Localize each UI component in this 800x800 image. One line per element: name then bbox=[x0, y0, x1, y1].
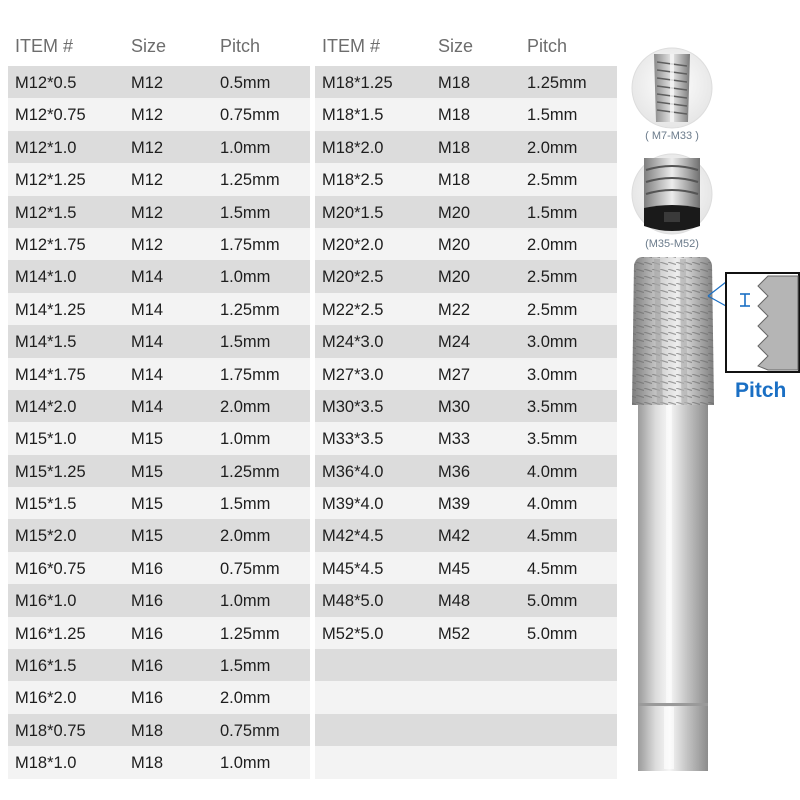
size-cell: M15 bbox=[131, 430, 164, 449]
table-row bbox=[315, 552, 617, 584]
item-cell: M30*3.5 bbox=[322, 397, 384, 416]
pitch-cell: 1.5mm bbox=[220, 333, 271, 352]
item-cell: M39*4.0 bbox=[322, 495, 384, 514]
pitch-cell: 2.5mm bbox=[527, 171, 578, 190]
item-cell: M18*2.0 bbox=[322, 138, 384, 157]
pitch-cell: 1.0mm bbox=[220, 592, 271, 611]
item-cell: M16*1.5 bbox=[15, 657, 77, 676]
table-row bbox=[8, 681, 310, 713]
table-row bbox=[315, 519, 617, 551]
item-cell: M18*1.25 bbox=[322, 74, 393, 92]
pitch-cell: 3.5mm bbox=[527, 397, 578, 416]
pitch-cell: 4.0mm bbox=[527, 462, 578, 481]
pitch-label: Pitch bbox=[735, 379, 787, 402]
size-cell: M42 bbox=[438, 527, 471, 546]
large-tap-thumbnail bbox=[630, 152, 714, 236]
pitch-cell: 2.0mm bbox=[527, 235, 578, 254]
pitch-callout bbox=[706, 270, 800, 376]
size-cell: M39 bbox=[438, 495, 471, 514]
size-cell: M15 bbox=[131, 527, 164, 546]
table-row bbox=[8, 358, 310, 390]
size-cell: M12 bbox=[131, 74, 164, 92]
table-row bbox=[315, 649, 617, 681]
size-cell: M18 bbox=[438, 171, 471, 190]
pitch-cell: 5.0mm bbox=[527, 592, 578, 611]
table-row bbox=[8, 617, 310, 649]
pitch-cell: 5.0mm bbox=[527, 624, 578, 643]
pitch-cell: 4.5mm bbox=[527, 527, 578, 546]
item-cell: M18*1.5 bbox=[322, 106, 384, 125]
size-cell: M12 bbox=[131, 203, 164, 222]
item-cell: M15*1.0 bbox=[15, 430, 77, 449]
spec-table-right bbox=[315, 66, 617, 779]
header-item-right: ITEM # bbox=[322, 36, 381, 56]
table-row bbox=[8, 66, 310, 98]
item-cell: M14*1.5 bbox=[15, 333, 77, 352]
table-row bbox=[8, 98, 310, 130]
pitch-cell: 1.25mm bbox=[220, 171, 280, 190]
item-cell: M12*0.5 bbox=[15, 74, 77, 92]
table-row bbox=[8, 746, 310, 778]
table-row bbox=[8, 584, 310, 616]
size-cell: M15 bbox=[131, 495, 164, 514]
pitch-cell: 1.0mm bbox=[220, 268, 271, 287]
size-cell: M14 bbox=[131, 268, 164, 287]
item-cell: M42*4.5 bbox=[322, 527, 384, 546]
pitch-cell: 2.0mm bbox=[220, 397, 271, 416]
table-row bbox=[8, 390, 310, 422]
item-cell: M15*1.25 bbox=[15, 462, 86, 481]
table-row bbox=[315, 455, 617, 487]
item-cell: M52*5.0 bbox=[322, 624, 384, 643]
pitch-cell: 4.5mm bbox=[527, 559, 578, 578]
pitch-cell: 1.5mm bbox=[220, 203, 271, 222]
size-cell: M52 bbox=[438, 624, 471, 643]
size-cell: M18 bbox=[438, 106, 471, 125]
pitch-cell: 0.75mm bbox=[220, 559, 280, 578]
item-cell: M20*2.0 bbox=[322, 235, 384, 254]
table-row bbox=[315, 325, 617, 357]
table-row bbox=[8, 714, 310, 746]
table-row bbox=[8, 487, 310, 519]
size-cell: M20 bbox=[438, 268, 471, 287]
item-cell: M24*3.0 bbox=[322, 333, 384, 352]
pitch-cell: 1.25mm bbox=[527, 74, 587, 92]
pitch-cell: 1.5mm bbox=[220, 657, 271, 676]
size-cell: M48 bbox=[438, 592, 471, 611]
table-row bbox=[315, 66, 617, 98]
size-cell: M16 bbox=[131, 624, 164, 643]
pitch-cell: 1.5mm bbox=[527, 203, 578, 222]
size-cell: M14 bbox=[131, 365, 164, 384]
header-size-right: Size bbox=[438, 36, 474, 56]
size-cell: M16 bbox=[131, 592, 164, 611]
pitch-cell: 2.0mm bbox=[220, 527, 271, 546]
table-row bbox=[315, 260, 617, 292]
size-cell: M14 bbox=[131, 300, 164, 319]
size-cell: M12 bbox=[131, 138, 164, 157]
header-item-left: ITEM # bbox=[15, 36, 74, 56]
table-row bbox=[315, 390, 617, 422]
pitch-cell: 4.0mm bbox=[527, 495, 578, 514]
item-cell: M12*1.0 bbox=[15, 138, 77, 157]
pitch-cell: 2.5mm bbox=[527, 268, 578, 287]
table-row bbox=[315, 98, 617, 130]
item-cell: M18*0.75 bbox=[15, 721, 86, 740]
pitch-cell: 1.5mm bbox=[220, 495, 271, 514]
pitch-cell: 1.75mm bbox=[220, 235, 280, 254]
table-row bbox=[315, 228, 617, 260]
size-cell: M18 bbox=[131, 754, 164, 773]
table-row bbox=[315, 584, 617, 616]
pitch-cell: 1.0mm bbox=[220, 430, 271, 449]
table-row bbox=[315, 163, 617, 195]
table-row bbox=[315, 293, 617, 325]
header-size-left: Size bbox=[131, 36, 167, 56]
small-tap-caption: ( M7-M33 ) bbox=[645, 130, 699, 142]
size-cell: M16 bbox=[131, 657, 164, 676]
size-cell: M12 bbox=[131, 171, 164, 190]
size-cell: M36 bbox=[438, 462, 471, 481]
pitch-cell: 3.0mm bbox=[527, 333, 578, 352]
size-cell: M12 bbox=[131, 106, 164, 125]
item-cell: M16*0.75 bbox=[15, 559, 86, 578]
header-pitch-left: Pitch bbox=[220, 36, 261, 56]
item-cell: M14*2.0 bbox=[15, 397, 77, 416]
pitch-cell: 1.75mm bbox=[220, 365, 280, 384]
pitch-cell: 3.5mm bbox=[527, 430, 578, 449]
pitch-cell: 1.0mm bbox=[220, 138, 271, 157]
item-cell: M15*2.0 bbox=[15, 527, 77, 546]
pitch-cell: 1.25mm bbox=[220, 624, 280, 643]
table-row bbox=[8, 325, 310, 357]
table-row bbox=[8, 163, 310, 195]
table-row bbox=[8, 552, 310, 584]
table-row bbox=[8, 228, 310, 260]
size-cell: M18 bbox=[131, 721, 164, 740]
item-cell: M14*1.0 bbox=[15, 268, 77, 287]
item-cell: M12*1.5 bbox=[15, 203, 77, 222]
item-cell: M33*3.5 bbox=[322, 430, 384, 449]
table-row bbox=[315, 422, 617, 454]
size-cell: M45 bbox=[438, 559, 471, 578]
size-cell: M14 bbox=[131, 333, 164, 352]
item-cell: M27*3.0 bbox=[322, 365, 384, 384]
item-cell: M14*1.75 bbox=[15, 365, 86, 384]
item-cell: M20*1.5 bbox=[322, 203, 384, 222]
header-pitch-right: Pitch bbox=[527, 36, 568, 56]
table-row bbox=[8, 293, 310, 325]
table-row bbox=[315, 487, 617, 519]
table-row bbox=[8, 519, 310, 551]
size-cell: M33 bbox=[438, 430, 471, 449]
size-cell: M20 bbox=[438, 203, 471, 222]
pitch-cell: 2.0mm bbox=[527, 138, 578, 157]
pitch-cell: 3.0mm bbox=[527, 365, 578, 384]
item-cell: M18*1.0 bbox=[15, 754, 77, 773]
item-cell: M22*2.5 bbox=[322, 300, 384, 319]
spec-table-left bbox=[8, 66, 310, 779]
size-cell: M15 bbox=[131, 462, 164, 481]
item-cell: M16*1.25 bbox=[15, 624, 86, 643]
table-row bbox=[8, 455, 310, 487]
table-row bbox=[8, 196, 310, 228]
pitch-cell: 0.75mm bbox=[220, 106, 280, 125]
table-row bbox=[315, 617, 617, 649]
size-cell: M14 bbox=[131, 397, 164, 416]
size-cell: M27 bbox=[438, 365, 471, 384]
pitch-cell: 0.5mm bbox=[220, 74, 271, 92]
size-cell: M12 bbox=[131, 235, 164, 254]
table-row bbox=[315, 358, 617, 390]
item-cell: M12*1.25 bbox=[15, 171, 86, 190]
item-cell: M14*1.25 bbox=[15, 300, 86, 319]
table-row bbox=[315, 131, 617, 163]
size-cell: M18 bbox=[438, 74, 471, 92]
table-row bbox=[315, 681, 617, 713]
table-row bbox=[315, 746, 617, 778]
small-tap-thumbnail bbox=[630, 46, 714, 130]
table-row bbox=[8, 649, 310, 681]
size-cell: M22 bbox=[438, 300, 471, 319]
pitch-cell: 1.0mm bbox=[220, 754, 271, 773]
pitch-cell: 2.0mm bbox=[220, 689, 271, 708]
table-row bbox=[8, 131, 310, 163]
pitch-cell: 1.25mm bbox=[220, 462, 280, 481]
pitch-cell: 0.75mm bbox=[220, 721, 280, 740]
size-cell: M18 bbox=[438, 138, 471, 157]
item-cell: M36*4.0 bbox=[322, 462, 384, 481]
table-row bbox=[315, 714, 617, 746]
table-row bbox=[8, 260, 310, 292]
item-cell: M15*1.5 bbox=[15, 495, 77, 514]
size-cell: M24 bbox=[438, 333, 471, 352]
size-cell: M20 bbox=[438, 235, 471, 254]
table-row bbox=[8, 422, 310, 454]
size-cell: M16 bbox=[131, 689, 164, 708]
item-cell: M45*4.5 bbox=[322, 559, 384, 578]
pitch-cell: 2.5mm bbox=[527, 300, 578, 319]
item-cell: M48*5.0 bbox=[322, 592, 384, 611]
table-row bbox=[315, 196, 617, 228]
item-cell: M16*2.0 bbox=[15, 689, 77, 708]
size-cell: M16 bbox=[131, 559, 164, 578]
item-cell: M20*2.5 bbox=[322, 268, 384, 287]
size-cell: M30 bbox=[438, 397, 471, 416]
item-cell: M16*1.0 bbox=[15, 592, 77, 611]
pitch-cell: 1.5mm bbox=[527, 106, 578, 125]
item-cell: M12*1.75 bbox=[15, 235, 86, 254]
item-cell: M18*2.5 bbox=[322, 171, 384, 190]
large-tap-caption: (M35-M52) bbox=[645, 238, 699, 250]
pitch-cell: 1.25mm bbox=[220, 300, 280, 319]
item-cell: M12*0.75 bbox=[15, 106, 86, 125]
